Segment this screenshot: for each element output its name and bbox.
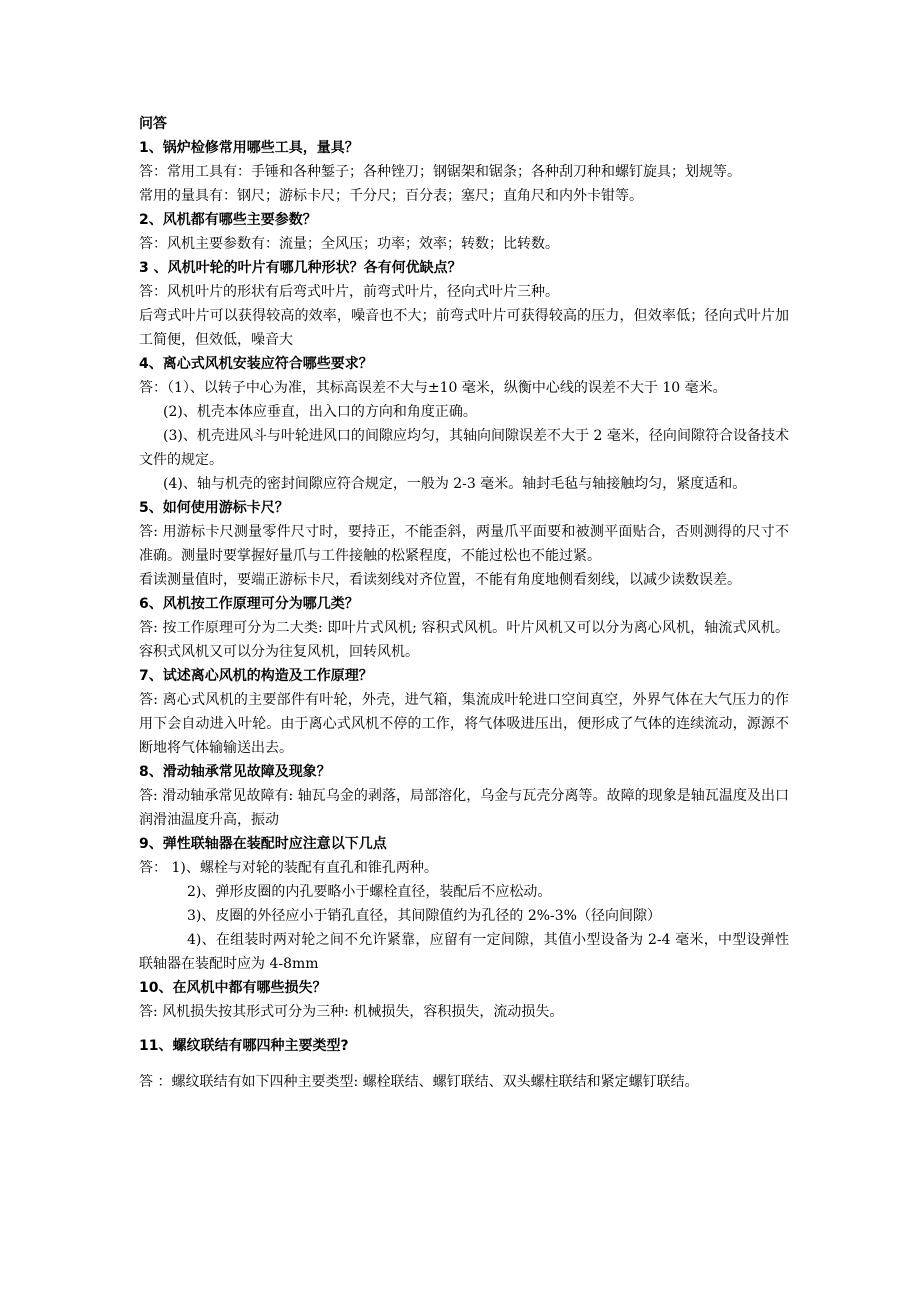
answer-7: 答: 离心式风机的主要部件有叶轮，外壳，进气箱，集流成叶轮进口空间真空，外界气体在大气压力的作用下会自动进入叶轮。由于离心式风机不停的工作，将气体吸进压出，便形成了气体的连续流动，源源不断地将气体输输送出去。 bbox=[139, 692, 789, 756]
question-7: 7、试述离心风机的构造及工作原理？ bbox=[139, 668, 373, 684]
question-2: 2、风机都有哪些主要参数？ bbox=[139, 212, 317, 228]
answer-9-item-4: 4)、在组装时两对轮之间不允许紧靠，应留有一定间隙，其值小型设备为 2-4 毫米，中型设弹性联轴器在装配时应为 4-8mm bbox=[139, 932, 789, 972]
answer-8: 答: 滑动轴承常见故障有: 轴瓦乌金的剥落，局部溶化，乌金与瓦壳分离等。故障的现象是轴瓦温度及出口润滑油温度升高，振动 bbox=[139, 788, 789, 828]
question-4: 4、离心式风机安装应符合哪些要求？ bbox=[139, 356, 373, 372]
answer-9-item-1: 答： 1)、螺栓与对轮的装配有直孔和锥孔两种。 bbox=[139, 860, 438, 876]
answer-10: 答: 风机损失按其形式可分为三种: 机械损失，容积损失，流动损失。 bbox=[139, 1004, 564, 1020]
answer-4-item-2: (2)、机壳本体应垂直，出入口的方向和角度正确。 bbox=[163, 404, 477, 420]
answer-2: 答：风机主要参数有：流量；全风压；功率；效率；转数；比转数。 bbox=[139, 236, 559, 252]
question-10: 10、在风机中都有哪些损失？ bbox=[139, 980, 327, 996]
answer-6: 答: 按工作原理可分为二大类: 即叶片式风机; 容积式风机。叶片风机又可以分为离心风机，轴流式风机。容积式风机又可以分为往复风机，回转风机。 bbox=[139, 620, 789, 660]
question-11: 11、螺纹联结有哪四种主要类型? bbox=[139, 1038, 349, 1054]
answer-1-tools: 答：常用工具有：手锤和各种錾子；各种锉刀；钢锯架和锯条；各种刮刀种和螺钉旋具；划规等。 bbox=[139, 164, 741, 180]
answer-5-reading: 看读测量值时，要端正游标卡尺，看读刻线对齐位置，不能有角度地侧看刻线，以减少读数误差。 bbox=[139, 572, 741, 588]
answer-1-gauges: 常用的量具有：钢尺；游标卡尺；千分尺；百分表；塞尺；直角尺和内外卡钳等。 bbox=[139, 188, 643, 204]
answer-9-item-2: 2)、弹形皮圈的内孔要略小于螺栓直径，装配后不应松动。 bbox=[187, 884, 552, 900]
answer-11: 答 ：螺纹联结有如下四种主要类型: 螺栓联结、螺钉联结、双头螺柱联结和紧定螺钉联结。 bbox=[139, 1074, 699, 1090]
answer-4-item-4: (4)、轴与机壳的密封间隙应符合规定，一般为 2-3 毫米。轴封毛毡与轴接触均匀，紧度适和。 bbox=[163, 476, 747, 492]
answer-4-item-3: (3)、机壳进风斗与叶轮进风口的间隙应均匀，其轴向间隙误差不大于 2 毫米，径向间隙符合设备技术文件的规定。 bbox=[139, 428, 789, 468]
question-5: 5、如何使用游标卡尺？ bbox=[139, 500, 289, 516]
answer-4-item-1: 答：（1）、以转子中心为准，其标高误差不大与±10 毫米，纵衡中心线的误差不大于 10 毫米。 bbox=[139, 380, 727, 396]
question-9: 9、弹性联轴器在装配时应注意以下几点 bbox=[139, 836, 387, 852]
question-3: 3 、风机叶轮的叶片有哪几种形状？各有何优缺点？ bbox=[139, 260, 462, 276]
question-6: 6、风机按工作原理可分为哪几类？ bbox=[139, 596, 359, 612]
document-heading: 问答 bbox=[139, 116, 167, 132]
answer-3-shapes: 答：风机叶片的形状有后弯式叶片，前弯式叶片，径向式叶片三种。 bbox=[139, 284, 559, 300]
question-8: 8、滑动轴承常见故障及现象？ bbox=[139, 764, 331, 780]
answer-9-item-3: 3)、皮圈的外径应小于销孔直径，其间隙值约为孔径的 2%-3%（径向间隙） bbox=[187, 908, 661, 924]
answer-5-measuring: 答: 用游标卡尺测量零件尺寸时，要持正，不能歪斜，两量爪平面要和被测平面贴合，否则测得的尺寸不准确。测量时要掌握好量爪与工件接触的松紧程度，不能过松也不能过紧。 bbox=[139, 524, 789, 564]
answer-3-comparison: 后弯式叶片可以获得较高的效率，噪音也不大；前弯式叶片可获得较高的压力，但效率低；径向式叶片加工简便，但效低，噪音大 bbox=[139, 308, 789, 348]
question-1: 1、锅炉检修常用哪些工具，量具？ bbox=[139, 140, 359, 156]
document-page bbox=[139, 112, 789, 1094]
